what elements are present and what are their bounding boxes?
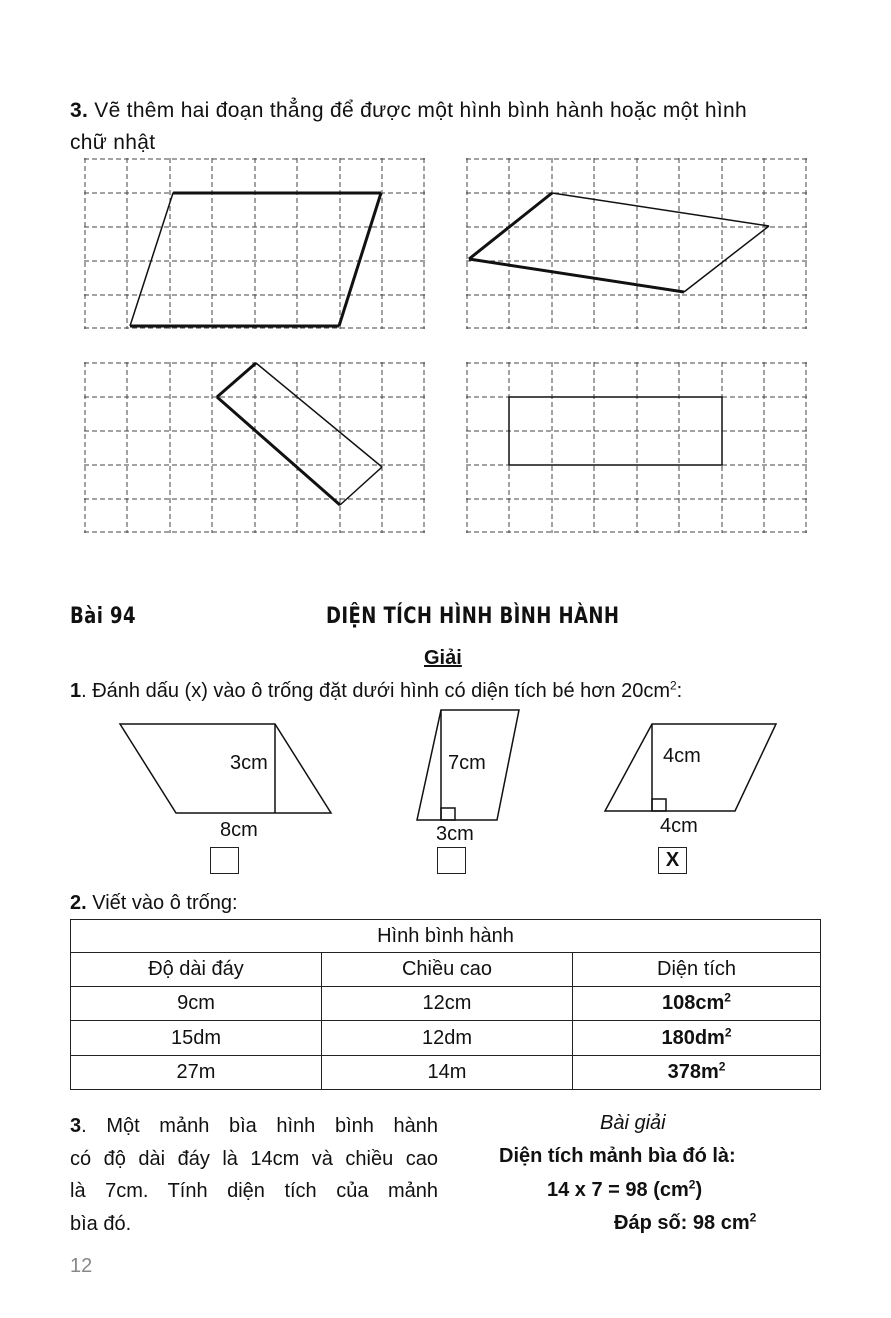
exercise-3-line2: chữ nhật: [70, 131, 156, 154]
exercise-1-shapes: [0, 700, 891, 830]
shape-b-base: 3cm: [436, 823, 474, 845]
solution-heading: Giải: [424, 647, 462, 669]
table-row: [71, 987, 821, 1021]
cell-height: 14m: [322, 1056, 573, 1090]
header-height: Chiều cao: [322, 953, 573, 987]
drawn-segment-right: [684, 226, 769, 292]
dashed-grid: [84, 158, 425, 329]
dashed-grid: [84, 362, 425, 533]
exercise-1-text: . Đánh dấu (x) vào ô trống đặt dưới hình có diện tích bé hơn 20cm: [81, 680, 670, 702]
grid-parallelogram-1: [84, 158, 426, 330]
table-row: [71, 1056, 821, 1090]
given-segment-long: [217, 397, 340, 505]
drawn-segment-left: [130, 193, 173, 326]
grid-parallelogram-2: [466, 158, 808, 330]
exercise-number: 1: [70, 680, 82, 702]
right-angle-mark-c: [652, 799, 666, 811]
cell-height: 12dm: [322, 1021, 573, 1056]
cell-area: $180dm^2$: [573, 1021, 821, 1056]
checkbox-shape-a[interactable]: [210, 847, 239, 874]
exercise-3-problem: [70, 1110, 438, 1240]
exercise-3-prompt: [70, 95, 830, 126]
exercise-3-line1: Vẽ thêm hai đoạn thẳng để được một hình bình hành hoặc một hình: [94, 99, 747, 122]
table-title: Hình bình hành: [71, 920, 821, 953]
shape-c-base: 4cm: [660, 815, 698, 837]
superscript: 2: [669, 678, 677, 693]
grid-rectangle-rotated: [84, 362, 426, 534]
shape-a-height: 3cm: [230, 752, 268, 774]
grid-rectangle: [466, 362, 808, 534]
drawn-segment-top: [552, 193, 769, 226]
cell-base: 15dm: [71, 1021, 322, 1056]
drawn-segment-top: [256, 363, 382, 467]
right-angle-mark-b: [441, 808, 455, 820]
cell-base: 9cm: [71, 987, 322, 1021]
exercise-1-tail: :: [676, 680, 683, 702]
shape-a-base: 8cm: [220, 819, 258, 841]
checkbox-shape-b[interactable]: [437, 847, 466, 874]
exercise-2-prompt: [70, 892, 238, 915]
cell-area: $108cm^2$: [573, 987, 821, 1021]
area-table: [70, 919, 821, 1090]
table-row: [71, 1021, 821, 1056]
given-segment-right: [339, 193, 381, 326]
solution-line-2: 14 x 7 = 98 $(cm^2)$: [547, 1177, 703, 1201]
checkbox-shape-c[interactable]: X: [658, 847, 687, 874]
dashed-grid: [466, 158, 807, 329]
solution-line-1: Diện tích mảnh bìa đó là:: [499, 1145, 736, 1167]
solution-title: Bài giải: [600, 1112, 666, 1134]
cell-base: 27m: [71, 1056, 322, 1090]
exercise-2-text: Viết vào ô trống:: [92, 892, 238, 914]
problem-line-3: là 7cm. Tính diện tích của mảnh: [70, 1180, 438, 1202]
exercise-number: 2.: [70, 892, 87, 914]
lesson-title: DIỆN TÍCH HÌNH BÌNH HÀNH: [326, 604, 620, 629]
given-segment-upper-left: [469, 193, 552, 259]
final-answer: Đáp số: 98 $cm^2$: [614, 1210, 757, 1234]
header-base: Độ dài đáy: [71, 953, 322, 987]
shape-c-height: 4cm: [663, 745, 701, 767]
given-segment-short: [217, 363, 256, 397]
table-header-row: [71, 953, 821, 987]
shape-b-height: 7cm: [448, 752, 486, 774]
page-number: 12: [70, 1255, 93, 1277]
problem-line-4: bìa đó.: [70, 1212, 132, 1235]
problem-line-1: 3. Một mảnh bìa hình bình hành: [70, 1115, 438, 1137]
lesson-code: Bài 94: [70, 604, 136, 629]
exercise-number: 3.: [70, 99, 89, 122]
problem-line-2: có độ dài đáy là 14cm và chiều cao: [70, 1147, 438, 1170]
dashed-grid: [466, 362, 807, 533]
cell-area: $378m^2$: [573, 1056, 821, 1090]
cell-height: 12cm: [322, 987, 573, 1021]
given-segment-lower-left: [469, 259, 684, 292]
parallelogram-a: [120, 724, 331, 813]
header-area: Diện tích: [573, 953, 821, 987]
